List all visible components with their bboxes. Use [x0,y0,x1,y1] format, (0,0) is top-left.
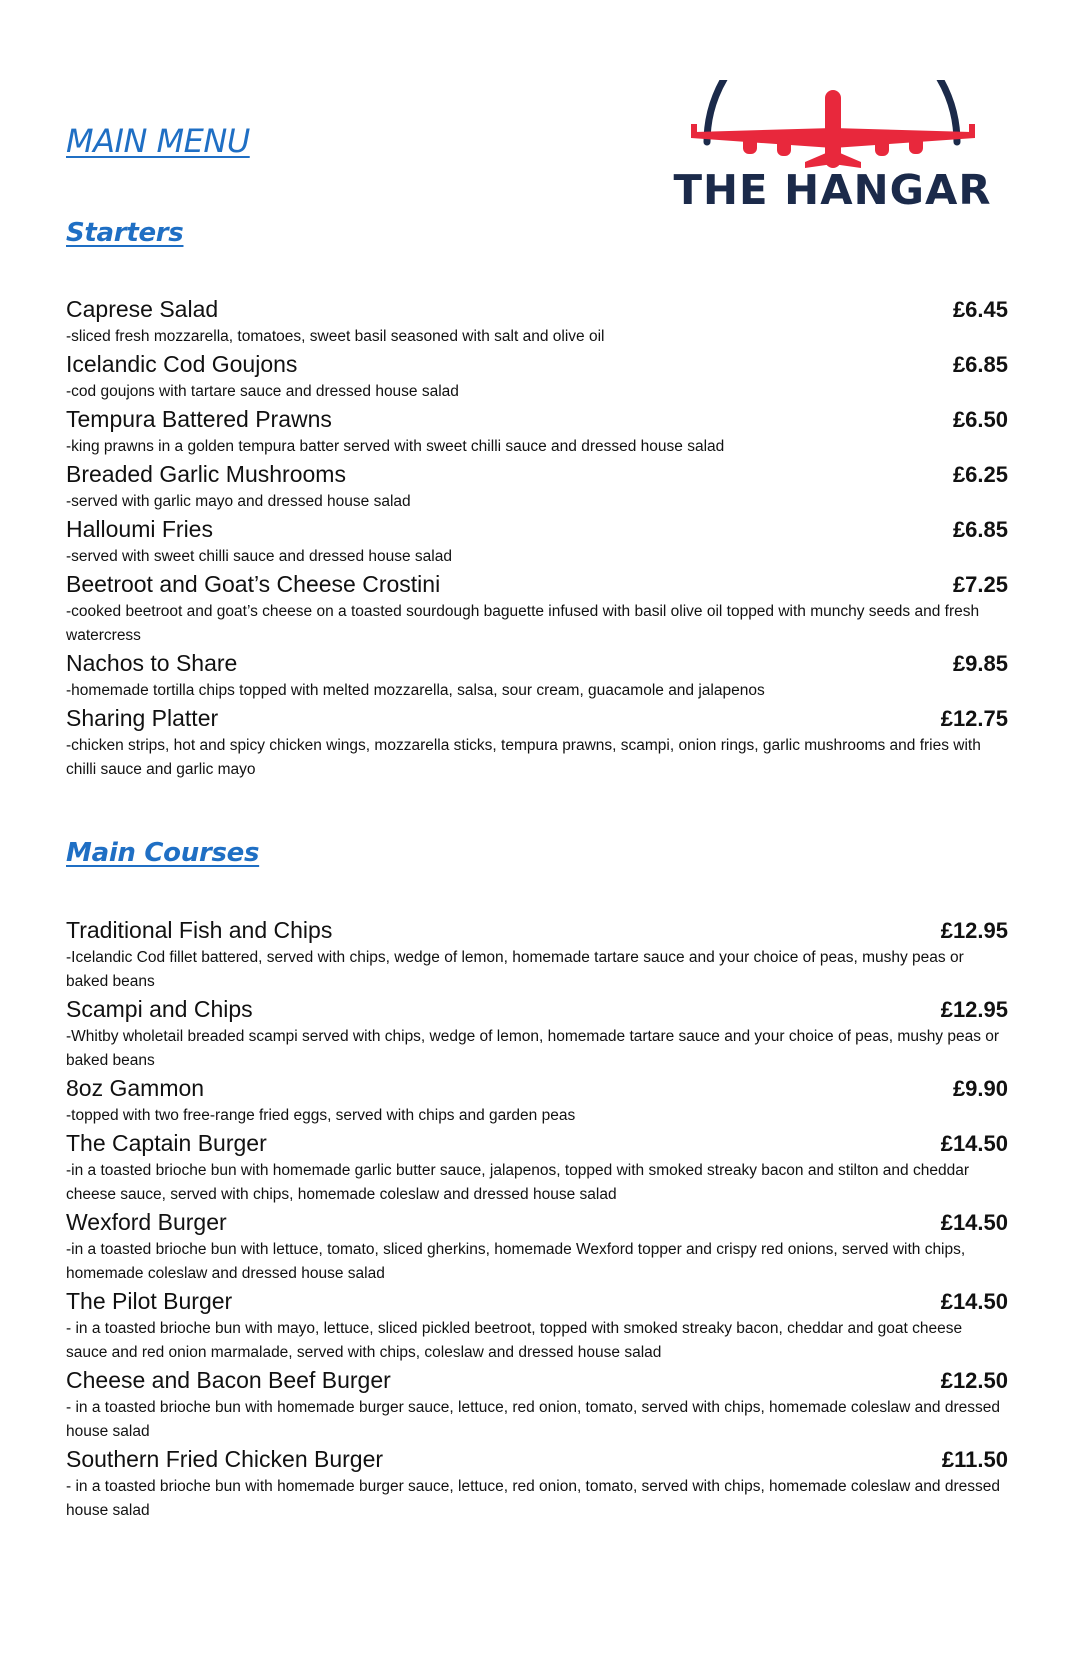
menu-item-header [66,294,1008,325]
menu-item-header [66,915,1008,946]
menu-item-price: £12.95 [940,997,1008,1022]
menu-item-description: -Icelandic Cod fillet battered, served with chips, wedge of lemon, homemade tartare sauce and your choice of peas, mushy peas or baked beans [66,949,964,990]
menu-item-name: 8oz Gammon [66,1075,205,1101]
menu-item-price: £12.95 [940,918,1008,943]
logo [655,80,1010,215]
menu-item-description: - in a toasted brioche bun with homemade burger sauce, lettuce, red onion, tomato, served with chips, homemade coleslaw and dressed house salad [66,1399,1000,1440]
menu-item-description: -served with sweet chilli sauce and dressed house salad [66,548,452,565]
menu-item-name: Cheese and Bacon Beef Burger [66,1367,391,1393]
menu-item-price: £14.50 [940,1289,1008,1314]
menu-item-description: -in a toasted brioche bun with lettuce, tomato, sliced gherkins, homemade Wexford topper and crispy red onions, served with chips, homemade coleslaw and dressed house salad [66,1241,966,1282]
menu-item-header [66,1207,1008,1238]
menu-item-description: -cod goujons with tartare sauce and dressed house salad [66,383,459,400]
menu-item-description: -topped with two free-range fried eggs, served with chips and garden peas [66,1107,576,1124]
menu-item-header [66,703,1008,734]
menu-item [66,514,1008,569]
menu-item-name: The Pilot Burger [66,1288,233,1314]
menu-item [66,1128,1008,1207]
menu-item-description: -chicken strips, hot and spicy chicken wings, mozzarella sticks, tempura prawns, scampi, onion rings, garlic mushrooms and fries with chilli sauce and garlic mayo [66,737,981,778]
menu-item-name: Icelandic Cod Goujons [66,351,298,377]
menu-item-header [66,1286,1008,1317]
menu-item-price: £9.90 [952,1076,1008,1101]
menu-item-description: - in a toasted brioche bun with mayo, lettuce, sliced pickled beetroot, topped with smoked streaky bacon, cheddar and goat cheese sauce and red onion marmalade, served with chips, coleslaw and dressed house salad [66,1320,963,1361]
menu-item-header [66,514,1008,545]
starters-list [66,294,1008,782]
menu-item [66,1365,1008,1444]
menu-item-name: Tempura Battered Prawns [66,406,332,432]
logo-text: THE HANGAR [673,166,992,214]
menu-item-header [66,1073,1008,1104]
menu-item-description: -homemade tortilla chips topped with melted mozzarella, salsa, sour cream, guacamole and jalapenos [66,682,765,699]
menu-item [66,648,1008,703]
menu-item-name: Halloumi Fries [66,516,213,542]
menu-item-name: Wexford Burger [66,1209,227,1235]
menu-item-name: Sharing Platter [66,705,219,731]
menu-item [66,1207,1008,1286]
menu-item [66,349,1008,404]
menu-item-description: -cooked beetroot and goat’s cheese on a toasted sourdough baguette infused with basil olive oil topped with munchy seeds and fresh watercress [66,603,980,644]
menu-item-price: £12.50 [940,1368,1008,1393]
menu-item-header [66,1128,1008,1159]
menu-item-name: Breaded Garlic Mushrooms [66,461,346,487]
menu-item-description: -served with garlic mayo and dressed house salad [66,493,411,510]
menu-item [66,1073,1008,1128]
menu-item-header [66,569,1008,600]
menu-item [66,1286,1008,1365]
menu-item-header [66,1365,1008,1396]
menu-item-description: -Whitby wholetail breaded scampi served with chips, wedge of lemon, homemade tartare sauce and your choice of peas, mushy peas or baked beans [66,1028,1000,1069]
menu-item-price: £14.50 [940,1131,1008,1156]
menu-item-price: £6.85 [952,352,1008,377]
menu-item-name: Traditional Fish and Chips [66,917,333,943]
menu-item [66,459,1008,514]
section-title-main-courses: Main Courses [66,838,260,868]
menu-item-description: -king prawns in a golden tempura batter served with sweet chilli sauce and dressed house salad [66,438,725,455]
airplane-icon [655,80,1010,170]
menu-item-price: £6.25 [952,462,1008,487]
menu-item-description: -in a toasted brioche bun with homemade garlic butter sauce, jalapenos, topped with smoked streaky bacon and stilton and cheddar cheese sauce, served with chips, homemade coleslaw and dressed house salad [66,1162,969,1203]
menu-item-name: Scampi and Chips [66,996,253,1022]
menu-item-name: Beetroot and Goat’s Cheese Crostini [66,571,441,597]
menu-item-name: The Captain Burger [66,1130,267,1156]
menu-item-header [66,648,1008,679]
menu-item [66,1444,1008,1523]
main-courses-list [66,915,1008,1523]
menu-item [66,915,1008,994]
menu-item [66,404,1008,459]
menu-item-header [66,1444,1008,1475]
menu-item-price: £6.45 [952,297,1008,322]
menu-item-header [66,459,1008,490]
menu-item-price: £11.50 [941,1447,1008,1472]
menu-item-description: -sliced fresh mozzarella, tomatoes, sweet basil seasoned with salt and olive oil [66,328,605,345]
menu-item [66,994,1008,1073]
menu-item-price: £9.85 [952,651,1008,676]
section-title-starters: Starters [66,218,184,248]
menu-item [66,294,1008,349]
menu-item-name: Nachos to Share [66,650,238,676]
menu-item [66,569,1008,648]
menu-item-name: Southern Fried Chicken Burger [66,1446,384,1472]
menu-item-price: £7.25 [952,572,1008,597]
menu-item-name: Caprese Salad [66,296,219,322]
menu-item-description: - in a toasted brioche bun with homemade burger sauce, lettuce, red onion, tomato, served with chips, homemade coleslaw and dressed house salad [66,1478,1000,1519]
menu-item-price: £14.50 [940,1210,1008,1235]
menu-item-price: £6.85 [952,517,1008,542]
menu-item-price: £6.50 [952,407,1008,432]
menu-item-header [66,349,1008,380]
menu-item-header [66,994,1008,1025]
page-title: MAIN MENU [66,122,250,160]
menu-item [66,703,1008,782]
menu-item-price: £12.75 [940,706,1008,731]
menu-item-header [66,404,1008,435]
